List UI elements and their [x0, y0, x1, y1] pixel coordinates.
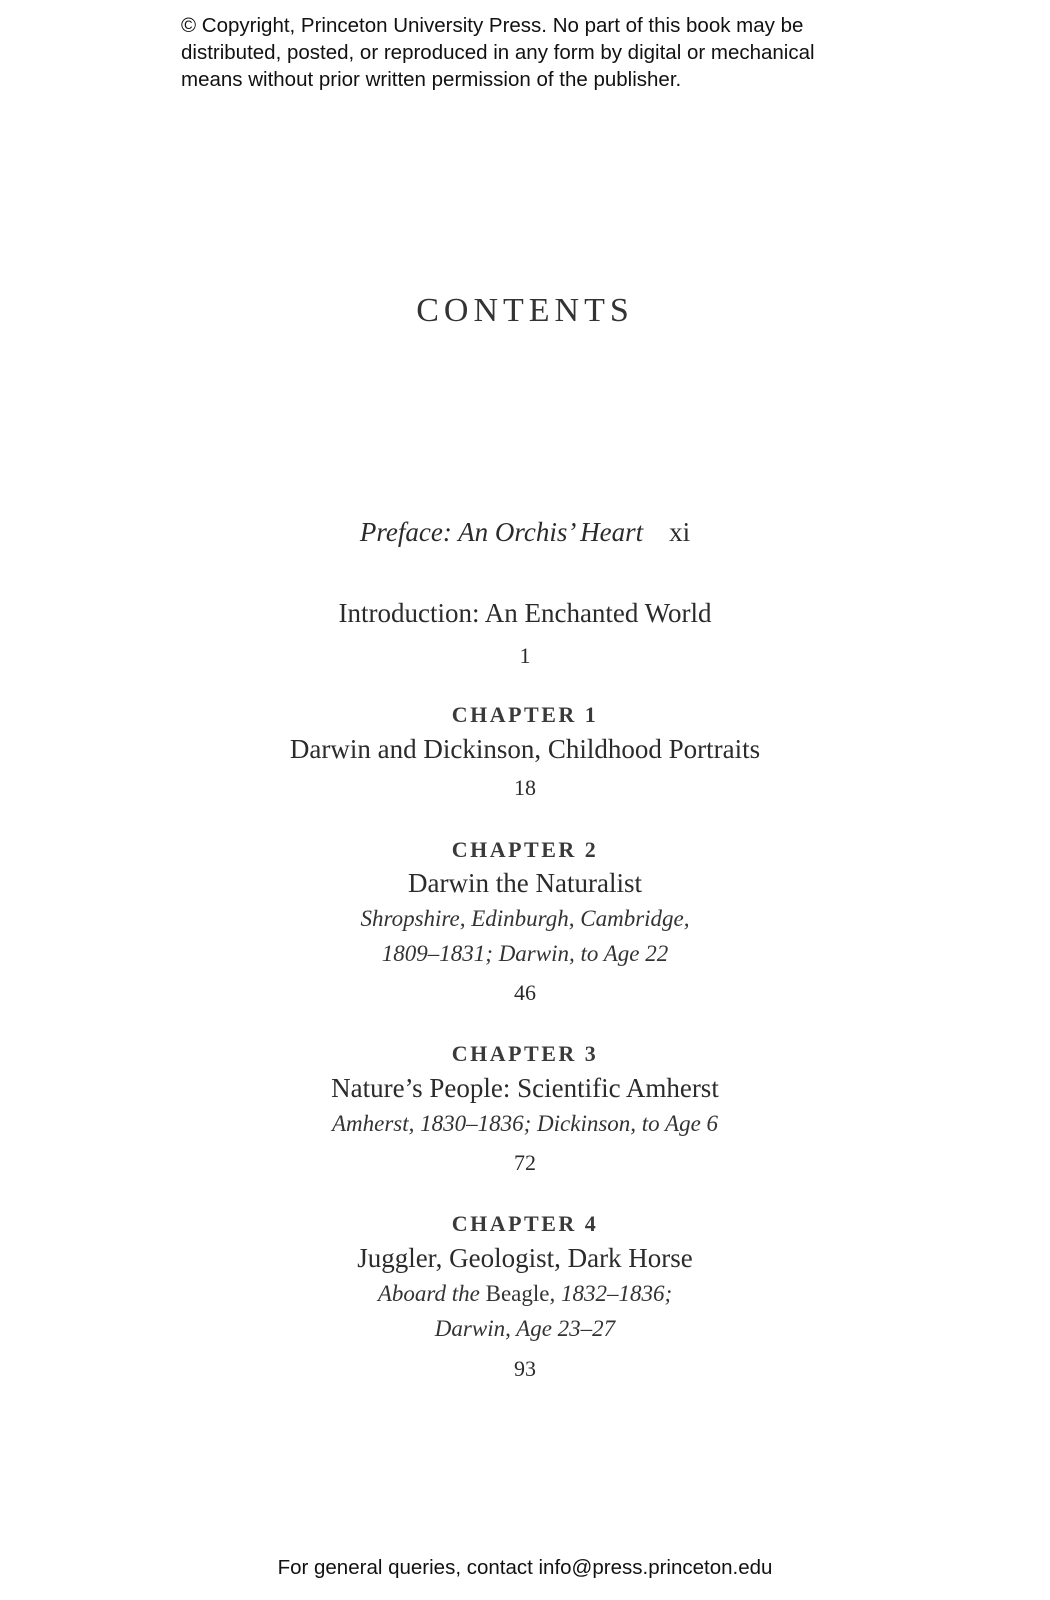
chapter-subtitle: Shropshire, Edinburgh, Cambridge,	[360, 906, 690, 931]
chapter-subtitle: 1809–1831; Darwin, to Age 22	[381, 941, 669, 966]
copyright-line: © Copyright, Princeton University Press. No part of this book may be	[181, 14, 804, 37]
toc-entry-preface[interactable]	[0, 517, 1050, 548]
chapter-label: CHAPTER 3	[451, 1041, 599, 1066]
chapter-title[interactable]: Darwin and Dickinson, Childhood Portraits	[289, 734, 761, 764]
introduction-page: 1	[519, 643, 531, 668]
chapter-title[interactable]: Darwin the Naturalist	[408, 868, 642, 898]
chapter-page: 46	[514, 980, 536, 1005]
chapter-title[interactable]: Juggler, Geologist, Dark Horse	[357, 1243, 693, 1273]
copyright-line: distributed, posted, or reproduced in any form by digital or mechanical	[181, 41, 815, 64]
chapter-subtitle: Darwin, Age 23–27	[434, 1316, 616, 1341]
preface-title: Preface: An Orchis’ Heart	[359, 517, 644, 547]
preface-page: xi	[669, 517, 691, 547]
chapter-label: CHAPTER 2	[451, 837, 599, 862]
introduction-title[interactable]: Introduction: An Enchanted World	[338, 598, 712, 628]
copyright-notice	[181, 12, 901, 93]
chapter-page: 93	[514, 1356, 536, 1381]
chapter-subtitle: Amherst, 1830–1836; Dickinson, to Age 6	[331, 1111, 719, 1136]
page-title: CONTENTS	[416, 292, 634, 329]
chapter-subtitle	[0, 1281, 1050, 1307]
copyright-line: means without prior written permission of the publisher.	[181, 68, 682, 91]
chapter-page: 18	[514, 775, 536, 800]
chapter-label: CHAPTER 4	[451, 1211, 599, 1236]
subtitle-part: Aboard the	[377, 1281, 480, 1306]
chapter-label: CHAPTER 1	[451, 702, 599, 727]
ship-name: Beagle	[485, 1281, 550, 1306]
footer-contact: For general queries, contact info@press.princeton.edu	[277, 1556, 773, 1579]
chapter-title[interactable]: Nature’s People: Scientific Amherst	[331, 1073, 719, 1103]
subtitle-part: , 1832–1836;	[549, 1281, 673, 1306]
chapter-page: 72	[514, 1150, 536, 1175]
